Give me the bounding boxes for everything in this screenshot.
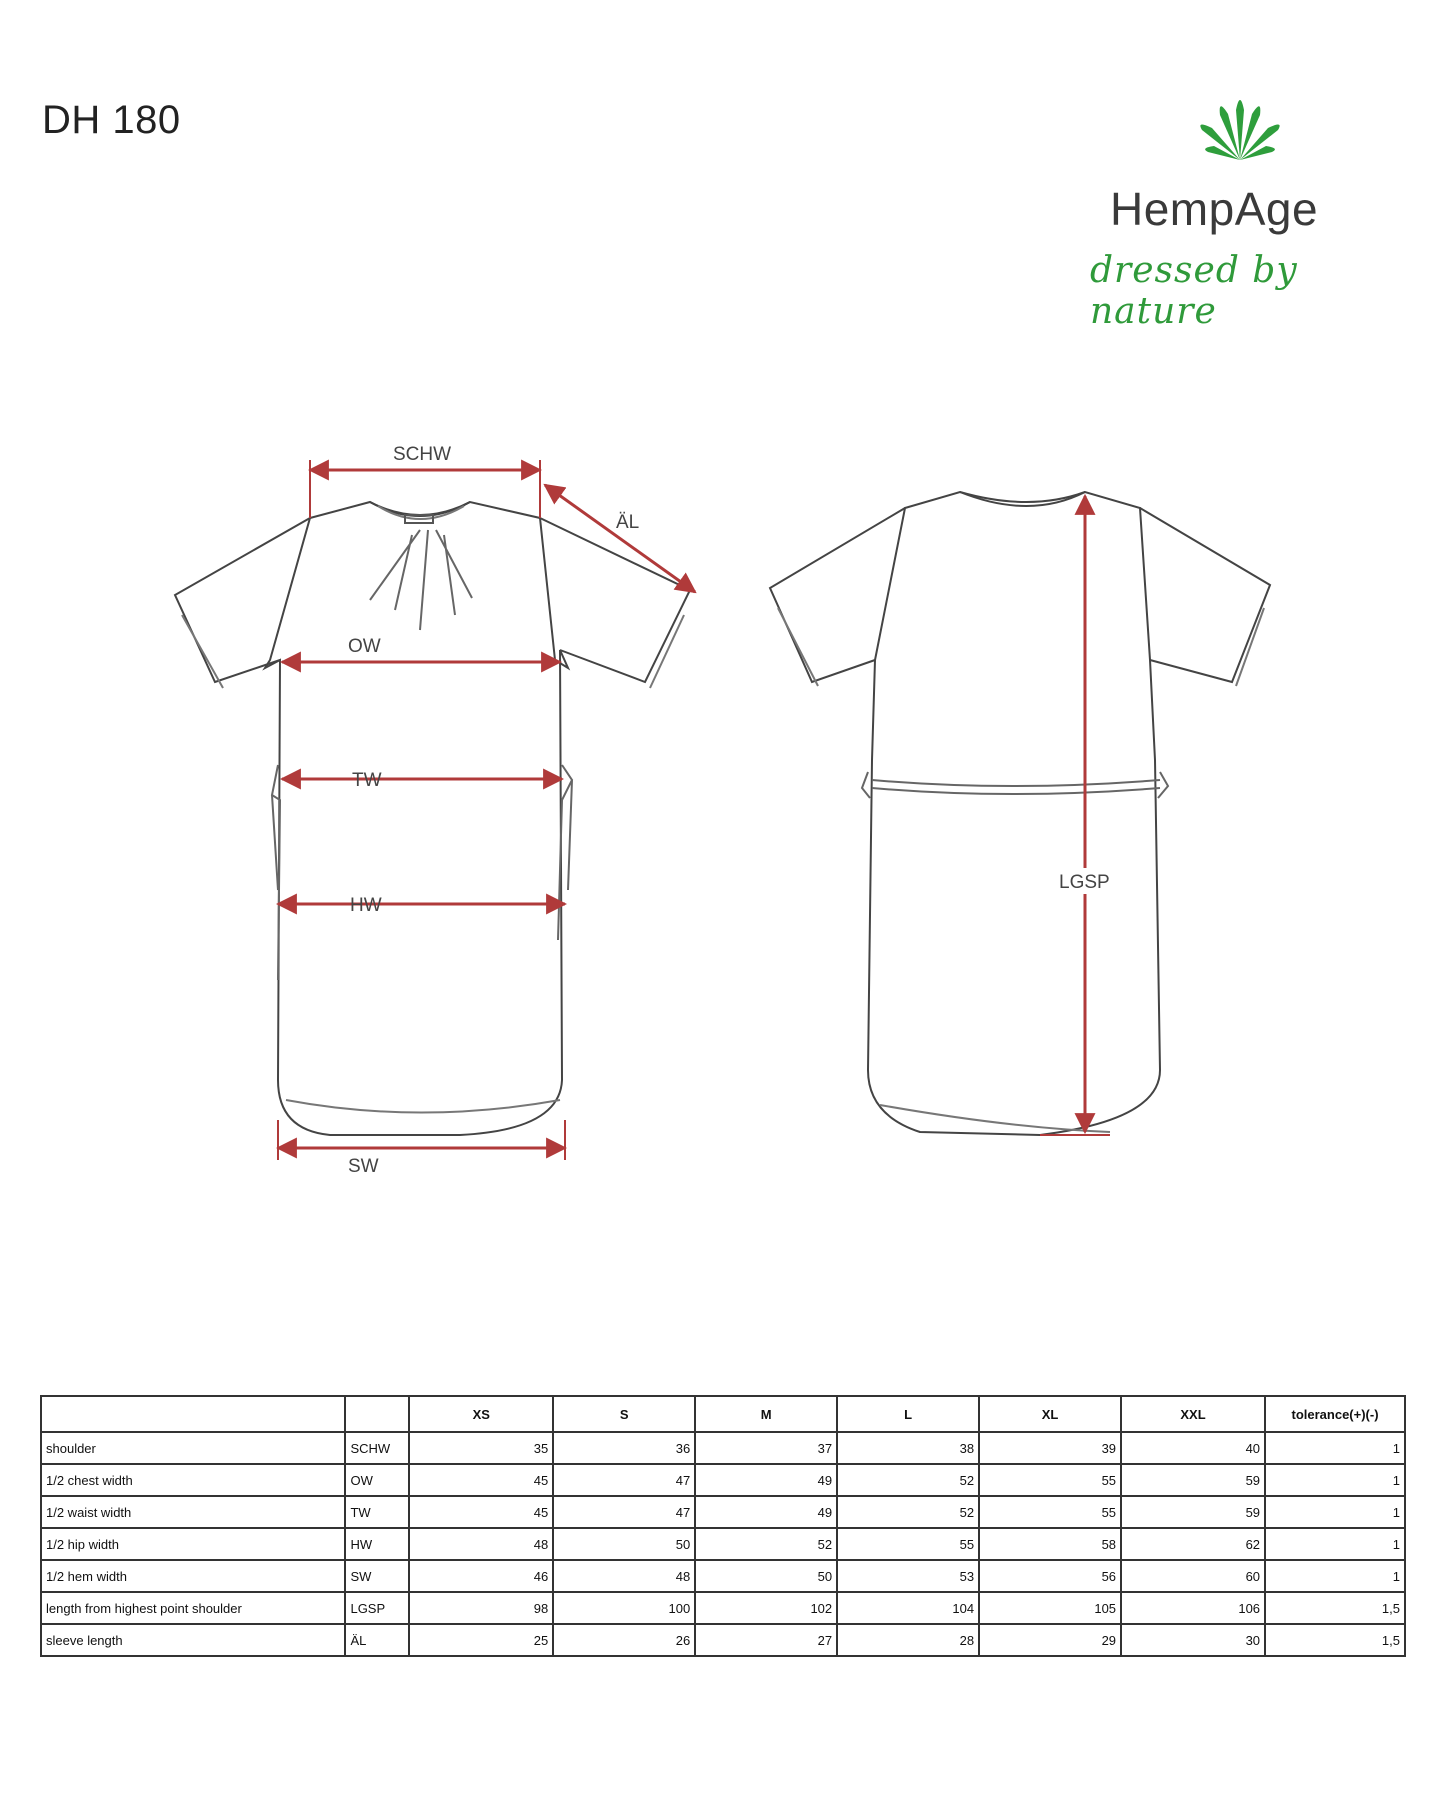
cell-xl: 55 bbox=[979, 1464, 1121, 1496]
cell-l: 104 bbox=[837, 1592, 979, 1624]
row-label: 1/2 chest width bbox=[41, 1464, 345, 1496]
label-tw: TW bbox=[352, 770, 382, 791]
table-row bbox=[41, 1592, 1405, 1624]
front-left-sleeve bbox=[175, 518, 310, 682]
cell-l: 52 bbox=[837, 1496, 979, 1528]
row-code: LGSP bbox=[345, 1592, 409, 1624]
cell-xxl: 40 bbox=[1121, 1432, 1265, 1464]
back-neckline bbox=[960, 492, 1085, 506]
hemp-leaf-icon bbox=[1190, 90, 1290, 170]
cell-m: 49 bbox=[695, 1496, 837, 1528]
back-right-sleeve bbox=[1140, 508, 1270, 682]
row-code: SCHW bbox=[345, 1432, 409, 1464]
cell-tolerance: 1,5 bbox=[1265, 1592, 1405, 1624]
row-code: SW bbox=[345, 1560, 409, 1592]
cell-tolerance: 1 bbox=[1265, 1464, 1405, 1496]
row-code: ÄL bbox=[345, 1624, 409, 1656]
hempage-logo bbox=[1080, 90, 1400, 330]
row-label: 1/2 waist width bbox=[41, 1496, 345, 1528]
row-label: length from highest point shoulder bbox=[41, 1592, 345, 1624]
cell-xs: 45 bbox=[409, 1464, 553, 1496]
table-header-row bbox=[41, 1396, 1405, 1432]
header-label bbox=[41, 1396, 345, 1432]
row-label: 1/2 hem width bbox=[41, 1560, 345, 1592]
header-xxl: XXL bbox=[1121, 1396, 1265, 1432]
table-row bbox=[41, 1496, 1405, 1528]
cell-xxl: 62 bbox=[1121, 1528, 1265, 1560]
front-measurements bbox=[278, 460, 695, 1160]
brand-name: HempAge bbox=[1110, 183, 1319, 235]
cell-l: 28 bbox=[837, 1624, 979, 1656]
header-xs: XS bbox=[409, 1396, 553, 1432]
row-label: sleeve length bbox=[41, 1624, 345, 1656]
front-neckline bbox=[370, 502, 470, 515]
cell-l: 53 bbox=[837, 1560, 979, 1592]
cell-xs: 35 bbox=[409, 1432, 553, 1464]
cell-xxl: 30 bbox=[1121, 1624, 1265, 1656]
cell-xs: 46 bbox=[409, 1560, 553, 1592]
table-row bbox=[41, 1464, 1405, 1496]
header-tolerance: tolerance(+)(-) bbox=[1265, 1396, 1405, 1432]
cell-xs: 98 bbox=[409, 1592, 553, 1624]
back-view bbox=[770, 492, 1270, 1135]
table-row bbox=[41, 1624, 1405, 1656]
cell-m: 102 bbox=[695, 1592, 837, 1624]
row-code: HW bbox=[345, 1528, 409, 1560]
cell-xl: 56 bbox=[979, 1560, 1121, 1592]
front-pleats bbox=[370, 530, 472, 630]
cell-s: 47 bbox=[553, 1464, 695, 1496]
cell-s: 36 bbox=[553, 1432, 695, 1464]
cell-xl: 58 bbox=[979, 1528, 1121, 1560]
header-m: M bbox=[695, 1396, 837, 1432]
table-row bbox=[41, 1528, 1405, 1560]
cell-tolerance: 1,5 bbox=[1265, 1624, 1405, 1656]
cell-xxl: 59 bbox=[1121, 1464, 1265, 1496]
cell-m: 37 bbox=[695, 1432, 837, 1464]
cell-xl: 55 bbox=[979, 1496, 1121, 1528]
cell-xxl: 106 bbox=[1121, 1592, 1265, 1624]
cell-m: 49 bbox=[695, 1464, 837, 1496]
header-l: L bbox=[837, 1396, 979, 1432]
cell-m: 50 bbox=[695, 1560, 837, 1592]
header-s: S bbox=[553, 1396, 695, 1432]
cell-s: 26 bbox=[553, 1624, 695, 1656]
table-row bbox=[41, 1560, 1405, 1592]
cell-l: 38 bbox=[837, 1432, 979, 1464]
cell-xl: 105 bbox=[979, 1592, 1121, 1624]
row-label: 1/2 hip width bbox=[41, 1528, 345, 1560]
label-schw: SCHW bbox=[393, 444, 452, 465]
cell-tolerance: 1 bbox=[1265, 1560, 1405, 1592]
cell-s: 100 bbox=[553, 1592, 695, 1624]
cell-xs: 25 bbox=[409, 1624, 553, 1656]
cell-s: 47 bbox=[553, 1496, 695, 1528]
cell-m: 52 bbox=[695, 1528, 837, 1560]
row-label: shoulder bbox=[41, 1432, 345, 1464]
style-number: DH 180 bbox=[42, 98, 181, 142]
front-view bbox=[175, 502, 690, 1135]
front-dress-outline bbox=[265, 502, 568, 1135]
label-al: ÄL bbox=[616, 512, 640, 533]
label-ow: OW bbox=[348, 636, 381, 657]
size-chart-table bbox=[40, 1395, 1406, 1657]
technical-drawing bbox=[0, 420, 1440, 1240]
label-sw: SW bbox=[348, 1156, 379, 1177]
cell-tolerance: 1 bbox=[1265, 1496, 1405, 1528]
row-code: TW bbox=[345, 1496, 409, 1528]
header-code bbox=[345, 1396, 409, 1432]
cell-m: 27 bbox=[695, 1624, 837, 1656]
cell-l: 55 bbox=[837, 1528, 979, 1560]
back-dress-outline bbox=[868, 492, 1160, 1135]
header-xl: XL bbox=[979, 1396, 1121, 1432]
back-measurements bbox=[1040, 496, 1110, 1135]
label-hw: HW bbox=[350, 895, 382, 916]
cell-xxl: 59 bbox=[1121, 1496, 1265, 1528]
label-lgsp: LGSP bbox=[1059, 872, 1110, 893]
cell-tolerance: 1 bbox=[1265, 1432, 1405, 1464]
cell-xxl: 60 bbox=[1121, 1560, 1265, 1592]
cell-xl: 29 bbox=[979, 1624, 1121, 1656]
cell-s: 48 bbox=[553, 1560, 695, 1592]
back-waist-tie bbox=[872, 780, 1160, 794]
brand-slogan: dressed by nature bbox=[1090, 250, 1298, 332]
cell-s: 50 bbox=[553, 1528, 695, 1560]
cell-xs: 48 bbox=[409, 1528, 553, 1560]
table-row bbox=[41, 1432, 1405, 1464]
cell-tolerance: 1 bbox=[1265, 1528, 1405, 1560]
row-code: OW bbox=[345, 1464, 409, 1496]
cell-xs: 45 bbox=[409, 1496, 553, 1528]
cell-xl: 39 bbox=[979, 1432, 1121, 1464]
cell-l: 52 bbox=[837, 1464, 979, 1496]
back-left-sleeve bbox=[770, 508, 905, 682]
